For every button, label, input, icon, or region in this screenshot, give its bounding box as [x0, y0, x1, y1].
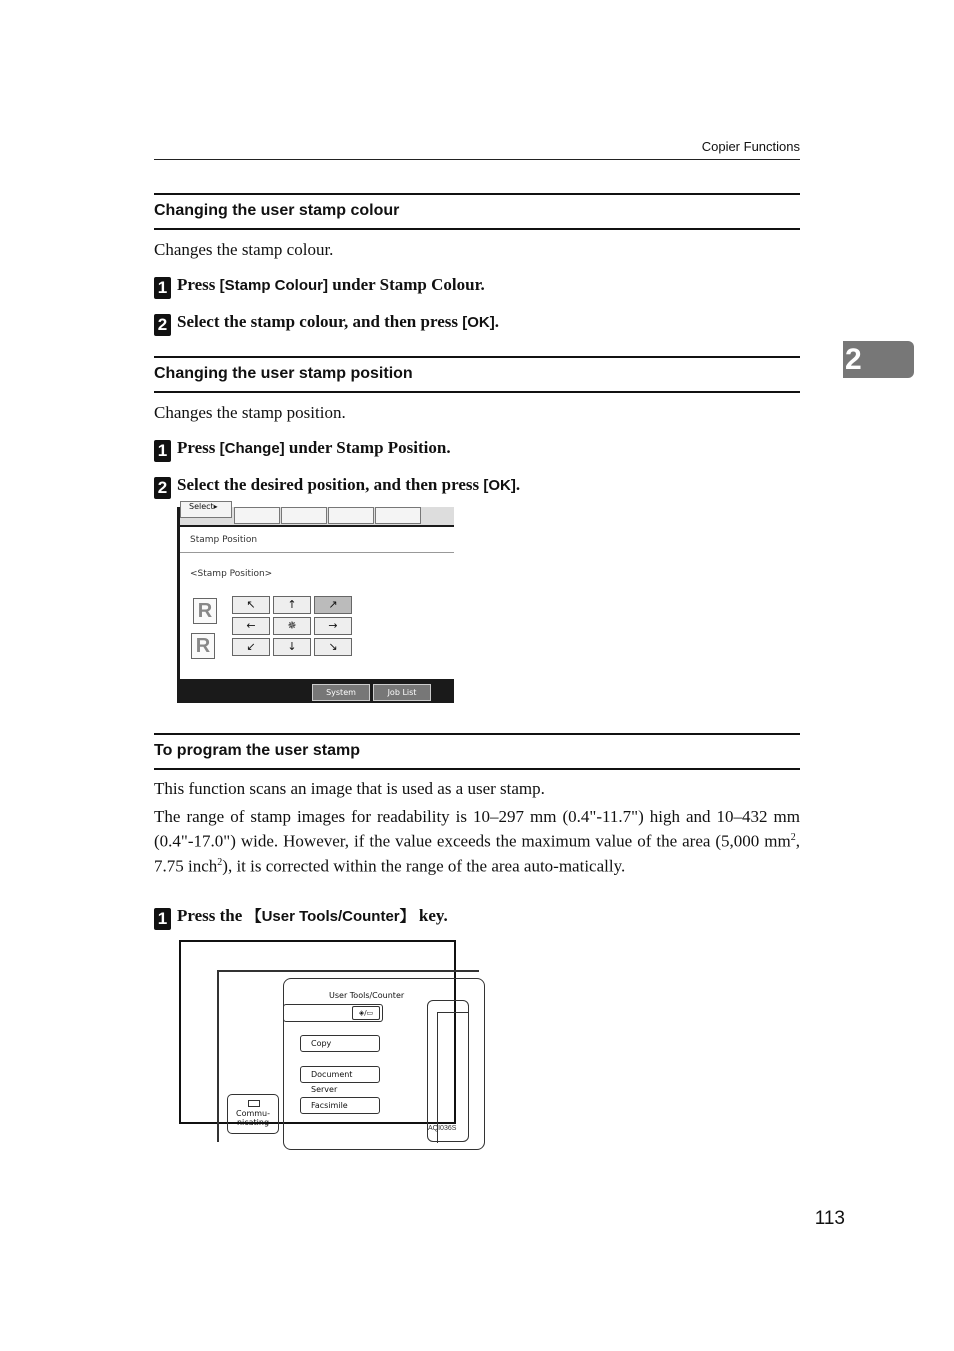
section-heading-stamp-position: Changing the user stamp position: [154, 356, 800, 393]
position-right-button[interactable]: →: [314, 617, 352, 635]
user-tools-counter-key[interactable]: [283, 1004, 383, 1022]
system-status-button[interactable]: System Status: [312, 684, 370, 701]
screen-panel: [180, 527, 454, 679]
step-stamp-position-2: 2 Select the desired position, and then press [OK].: [154, 475, 520, 499]
position-left-button[interactable]: ←: [232, 617, 270, 635]
intro-stamp-position: Changes the stamp position.: [154, 403, 346, 422]
facsimile-key[interactable]: Facsimile: [300, 1097, 380, 1114]
tab-blank-3[interactable]: [328, 507, 374, 524]
key-label: [Stamp Colour]: [219, 277, 328, 294]
screen-status-bar: [177, 681, 454, 712]
step-number: 1: [154, 440, 171, 462]
key-label: [Change]: [219, 440, 285, 457]
position-top-left-button[interactable]: ↖: [232, 596, 270, 614]
stamp-preview-icon: R: [193, 598, 217, 624]
running-header: Copier Functions: [701, 139, 800, 154]
screen-tab-bar: [180, 502, 454, 525]
screen-subtitle: <Stamp Position>: [190, 569, 273, 579]
step-number: 2: [154, 477, 171, 499]
step-number: 2: [154, 314, 171, 336]
key-label: [OK]: [462, 314, 495, 331]
panel-side-frame-inner: [437, 1012, 468, 1143]
step-number: 1: [154, 277, 171, 299]
stamp-position-screen: [177, 502, 454, 712]
position-bottom-left-button[interactable]: ↙: [232, 638, 270, 656]
position-top-right-button[interactable]: ↗: [314, 596, 352, 614]
key-label: [OK]: [483, 477, 516, 494]
indicator-lamp-icon: [248, 1100, 260, 1107]
page-number: 113: [814, 1208, 845, 1229]
intro-program-stamp: This function scans an image that is used as a user stamp.: [154, 779, 545, 798]
copy-key[interactable]: Copy: [300, 1035, 380, 1052]
document-server-key[interactable]: Document Server: [300, 1066, 380, 1083]
step-stamp-position-1: 1 Press [Change] under Stamp Position.: [154, 438, 451, 462]
position-bottom-center-button[interactable]: ↓: [273, 638, 311, 656]
step-stamp-colour-2: 2 Select the stamp colour, and then press [OK].: [154, 312, 499, 336]
position-top-center-button[interactable]: ↑: [273, 596, 311, 614]
step-number: 1: [154, 908, 171, 930]
position-center-button[interactable]: ✵: [273, 617, 311, 635]
tab-blank-2[interactable]: [281, 507, 327, 524]
step-program-stamp-1: 1 Press the 【User Tools/Counter】 key.: [154, 905, 448, 930]
step-stamp-colour-1: 1 Press [Stamp Colour] under Stamp Colour.: [154, 275, 485, 299]
screen-title: Stamp Position: [190, 535, 258, 545]
section-heading-program-stamp: To program the user stamp: [154, 733, 800, 770]
header-rule: [154, 159, 800, 160]
stamp-preview-icon: R: [191, 633, 215, 659]
position-bottom-right-button[interactable]: ↘: [314, 638, 352, 656]
tab-blank-1[interactable]: [234, 507, 280, 524]
figure-code: AQI036S: [428, 1125, 457, 1132]
divider: [180, 552, 454, 553]
intro-stamp-colour: Changes the stamp colour.: [154, 240, 334, 259]
control-panel-illustration: [179, 940, 456, 1127]
chapter-tab: 2: [843, 341, 914, 378]
user-tools-icon: ◈/▭: [352, 1006, 380, 1020]
tab-blank-4[interactable]: [375, 507, 421, 524]
section-heading-stamp-colour: Changing the user stamp colour: [154, 193, 800, 230]
user-tools-label: User Tools/Counter: [329, 991, 405, 1000]
communicating-indicator: Commu-nicating: [227, 1094, 279, 1134]
job-list-button[interactable]: Job List: [373, 684, 431, 701]
tab-select[interactable]: Select▸: [180, 501, 232, 518]
key-label: 【User Tools/Counter】: [246, 908, 415, 925]
body-program-stamp: The range of stamp images for readability is 10–297 mm (0.4"-11.7") high and 10–432 mm (0.4"-17.0") wide. However, if the value exceeds the maximum value of the area (5,000 $mm^2$, 7.75 inch$^2$), it is corrected within the range of the area auto-matically.: [154, 807, 800, 876]
